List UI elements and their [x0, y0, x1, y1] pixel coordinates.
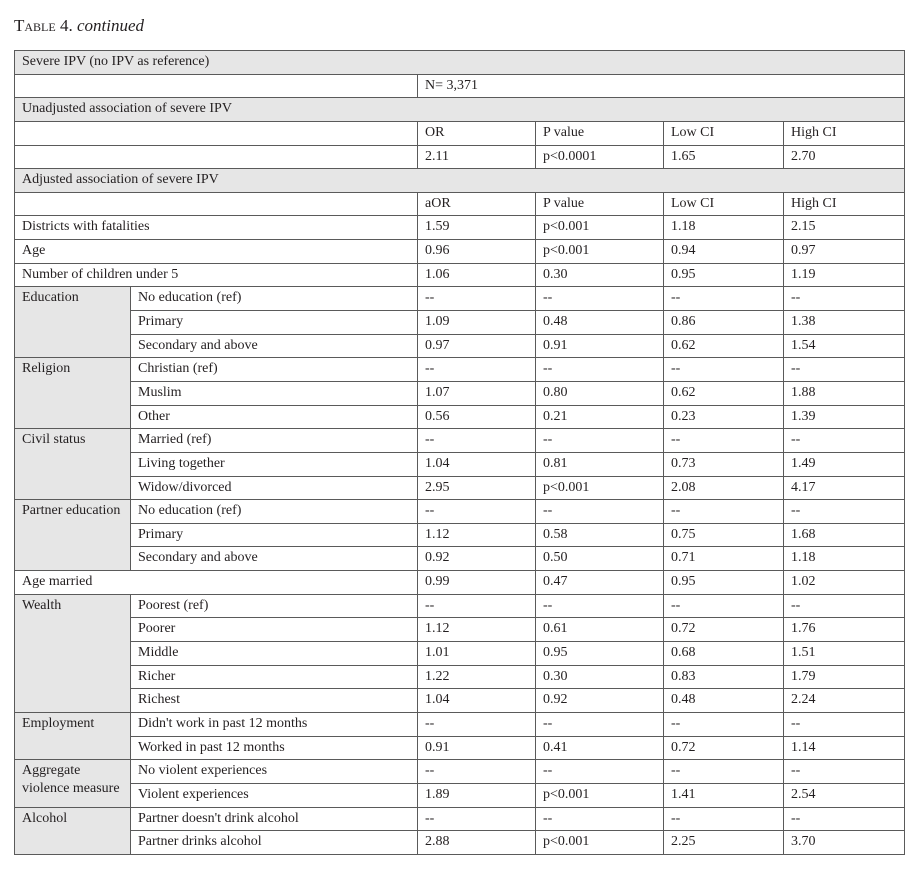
- sub-label: Living together: [131, 452, 418, 476]
- value-cell: 0.86: [664, 311, 784, 335]
- header-cell: aOR: [418, 192, 536, 216]
- value-cell: 1.89: [418, 783, 536, 807]
- sub-label: Widow/divorced: [131, 476, 418, 500]
- sub-label: Didn't work in past 12 months: [131, 712, 418, 736]
- table-row: [15, 594, 905, 618]
- header-empty: [15, 192, 418, 216]
- sub-label: Other: [131, 405, 418, 429]
- value-row: [15, 145, 905, 169]
- table-row: [15, 807, 905, 831]
- value-cell: 0.97: [418, 334, 536, 358]
- value-cell: --: [418, 760, 536, 784]
- value-cell: 1.49: [784, 452, 905, 476]
- value-cell: 1.59: [418, 216, 536, 240]
- value-cell: 0.23: [664, 405, 784, 429]
- table-label: Table 4.: [14, 16, 73, 35]
- section-adjusted: Adjusted association of severe IPV: [15, 169, 905, 193]
- value-cell: 2.25: [664, 831, 784, 855]
- value-cell: --: [784, 760, 905, 784]
- row-label: Districts with fatalities: [15, 216, 418, 240]
- table-row: [15, 240, 905, 264]
- header-cell: High CI: [784, 192, 905, 216]
- value-cell: --: [536, 429, 664, 453]
- value-cell: 1.18: [664, 216, 784, 240]
- results-table: [14, 50, 905, 855]
- value-cell: --: [536, 712, 664, 736]
- sample-size: N= 3,371: [418, 74, 905, 98]
- value-cell: 2.88: [418, 831, 536, 855]
- header-cell: Low CI: [664, 192, 784, 216]
- row-label: Age married: [15, 571, 418, 595]
- table-row: [15, 712, 905, 736]
- value-cell: 2.70: [784, 145, 905, 169]
- table-row: [15, 476, 905, 500]
- value-cell: 0.97: [784, 240, 905, 264]
- value-cell: 0.72: [664, 618, 784, 642]
- value-cell: 0.95: [536, 642, 664, 666]
- value-cell: --: [418, 807, 536, 831]
- value-cell: 1.07: [418, 381, 536, 405]
- group-label: Alcohol: [15, 807, 131, 854]
- value-cell: 0.21: [536, 405, 664, 429]
- value-cell: 0.94: [664, 240, 784, 264]
- header-cell: OR: [418, 121, 536, 145]
- group-label: Education: [15, 287, 131, 358]
- value-cell: 1.02: [784, 571, 905, 595]
- value-cell: 1.14: [784, 736, 905, 760]
- value-cell: 0.30: [536, 665, 664, 689]
- sub-label: Richest: [131, 689, 418, 713]
- value-cell: 0.41: [536, 736, 664, 760]
- value-cell: 1.51: [784, 642, 905, 666]
- value-cell: 1.79: [784, 665, 905, 689]
- value-cell: 1.65: [664, 145, 784, 169]
- value-cell: 4.17: [784, 476, 905, 500]
- results-table-body: [15, 51, 905, 855]
- table-row: [15, 665, 905, 689]
- sub-label: Married (ref): [131, 429, 418, 453]
- value-cell: 1.12: [418, 618, 536, 642]
- table-row: [15, 547, 905, 571]
- header-cell: P value: [536, 192, 664, 216]
- value-cell: --: [664, 594, 784, 618]
- table-row: [15, 689, 905, 713]
- value-cell: p<0.001: [536, 476, 664, 500]
- value-cell: 1.54: [784, 334, 905, 358]
- group-label: Aggregate violence measure: [15, 760, 131, 807]
- value-cell: --: [418, 358, 536, 382]
- group-label: Wealth: [15, 594, 131, 712]
- sub-label: Secondary and above: [131, 334, 418, 358]
- value-cell: 0.95: [664, 571, 784, 595]
- value-cell: --: [536, 500, 664, 524]
- value-cell: 1.88: [784, 381, 905, 405]
- table-row: [15, 429, 905, 453]
- n-row: [15, 74, 905, 98]
- table-row: [15, 500, 905, 524]
- value-cell: 0.71: [664, 547, 784, 571]
- value-cell: --: [536, 358, 664, 382]
- sub-label: Primary: [131, 523, 418, 547]
- value-cell: --: [418, 429, 536, 453]
- table-continued: continued: [76, 16, 145, 35]
- value-cell: 3.70: [784, 831, 905, 855]
- value-empty: [15, 145, 418, 169]
- table-row: [15, 216, 905, 240]
- value-cell: --: [784, 500, 905, 524]
- value-cell: 0.62: [664, 334, 784, 358]
- value-cell: --: [418, 594, 536, 618]
- value-cell: 0.50: [536, 547, 664, 571]
- value-cell: --: [418, 712, 536, 736]
- section-row: [15, 98, 905, 122]
- value-cell: 0.92: [418, 547, 536, 571]
- value-cell: 2.95: [418, 476, 536, 500]
- value-cell: --: [536, 287, 664, 311]
- table-row: [15, 571, 905, 595]
- value-cell: 0.91: [536, 334, 664, 358]
- sub-label: Muslim: [131, 381, 418, 405]
- value-cell: --: [784, 429, 905, 453]
- value-cell: 0.48: [664, 689, 784, 713]
- value-cell: 0.95: [664, 263, 784, 287]
- group-label: Partner education: [15, 500, 131, 571]
- value-cell: 0.62: [664, 381, 784, 405]
- header-row: [15, 192, 905, 216]
- value-cell: 0.48: [536, 311, 664, 335]
- section-row: [15, 169, 905, 193]
- n-row-empty: [15, 74, 418, 98]
- value-cell: 1.18: [784, 547, 905, 571]
- section-severe-ipv: Severe IPV (no IPV as reference): [15, 51, 905, 75]
- sub-label: Richer: [131, 665, 418, 689]
- value-cell: 1.38: [784, 311, 905, 335]
- value-cell: --: [536, 807, 664, 831]
- value-cell: --: [784, 287, 905, 311]
- sub-label: Middle: [131, 642, 418, 666]
- value-cell: 1.22: [418, 665, 536, 689]
- header-cell: Low CI: [664, 121, 784, 145]
- value-cell: 2.11: [418, 145, 536, 169]
- value-cell: 1.19: [784, 263, 905, 287]
- table-row: [15, 831, 905, 855]
- value-cell: 1.76: [784, 618, 905, 642]
- value-cell: 2.15: [784, 216, 905, 240]
- table-row: [15, 334, 905, 358]
- table-row: [15, 642, 905, 666]
- value-cell: 0.75: [664, 523, 784, 547]
- value-cell: --: [664, 500, 784, 524]
- table-row: [15, 760, 905, 784]
- value-cell: --: [418, 500, 536, 524]
- value-cell: --: [536, 760, 664, 784]
- sub-label: Violent experiences: [131, 783, 418, 807]
- table-row: [15, 358, 905, 382]
- header-empty: [15, 121, 418, 145]
- table-row: [15, 618, 905, 642]
- value-cell: --: [664, 712, 784, 736]
- table-row: [15, 381, 905, 405]
- value-cell: 1.41: [664, 783, 784, 807]
- sub-label: Poorest (ref): [131, 594, 418, 618]
- value-cell: 1.04: [418, 452, 536, 476]
- sub-label: No violent experiences: [131, 760, 418, 784]
- value-cell: 0.73: [664, 452, 784, 476]
- value-cell: --: [784, 712, 905, 736]
- value-cell: --: [664, 807, 784, 831]
- value-cell: --: [784, 594, 905, 618]
- table-row: [15, 287, 905, 311]
- group-label: Civil status: [15, 429, 131, 500]
- value-cell: --: [418, 287, 536, 311]
- header-cell: High CI: [784, 121, 905, 145]
- value-cell: 0.96: [418, 240, 536, 264]
- value-cell: 1.09: [418, 311, 536, 335]
- value-cell: 2.54: [784, 783, 905, 807]
- header-row: [15, 121, 905, 145]
- sub-label: No education (ref): [131, 500, 418, 524]
- value-cell: 1.01: [418, 642, 536, 666]
- sub-label: Primary: [131, 311, 418, 335]
- sub-label: Worked in past 12 months: [131, 736, 418, 760]
- value-cell: --: [664, 760, 784, 784]
- value-cell: 1.68: [784, 523, 905, 547]
- value-cell: 2.24: [784, 689, 905, 713]
- section-unadjusted: Unadjusted association of severe IPV: [15, 98, 905, 122]
- value-cell: 0.81: [536, 452, 664, 476]
- value-cell: p<0.001: [536, 831, 664, 855]
- table-row: [15, 311, 905, 335]
- group-label: Employment: [15, 712, 131, 759]
- sub-label: Partner doesn't drink alcohol: [131, 807, 418, 831]
- table-row: [15, 452, 905, 476]
- table-row: [15, 405, 905, 429]
- value-cell: p<0.001: [536, 783, 664, 807]
- value-cell: p<0.001: [536, 216, 664, 240]
- header-cell: P value: [536, 121, 664, 145]
- value-cell: 1.39: [784, 405, 905, 429]
- sub-label: Poorer: [131, 618, 418, 642]
- section-row: [15, 51, 905, 75]
- table-row: [15, 783, 905, 807]
- row-label: Age: [15, 240, 418, 264]
- table-row: [15, 263, 905, 287]
- value-cell: 1.04: [418, 689, 536, 713]
- value-cell: 2.08: [664, 476, 784, 500]
- sub-label: Partner drinks alcohol: [131, 831, 418, 855]
- value-cell: --: [784, 358, 905, 382]
- value-cell: --: [536, 594, 664, 618]
- value-cell: 0.91: [418, 736, 536, 760]
- value-cell: 0.92: [536, 689, 664, 713]
- value-cell: --: [784, 807, 905, 831]
- value-cell: 0.56: [418, 405, 536, 429]
- table-caption: [14, 16, 144, 36]
- value-cell: 0.61: [536, 618, 664, 642]
- value-cell: 0.47: [536, 571, 664, 595]
- table-row: [15, 736, 905, 760]
- table-row: [15, 523, 905, 547]
- value-cell: 0.83: [664, 665, 784, 689]
- value-cell: 1.06: [418, 263, 536, 287]
- value-cell: 0.80: [536, 381, 664, 405]
- row-label: Number of children under 5: [15, 263, 418, 287]
- value-cell: 0.68: [664, 642, 784, 666]
- sub-label: No education (ref): [131, 287, 418, 311]
- value-cell: --: [664, 429, 784, 453]
- sub-label: Christian (ref): [131, 358, 418, 382]
- value-cell: p<0.001: [536, 240, 664, 264]
- sub-label: Secondary and above: [131, 547, 418, 571]
- group-label: Religion: [15, 358, 131, 429]
- value-cell: 0.72: [664, 736, 784, 760]
- value-cell: --: [664, 358, 784, 382]
- value-cell: --: [664, 287, 784, 311]
- value-cell: 0.30: [536, 263, 664, 287]
- value-cell: 1.12: [418, 523, 536, 547]
- value-cell: p<0.0001: [536, 145, 664, 169]
- value-cell: 0.58: [536, 523, 664, 547]
- value-cell: 0.99: [418, 571, 536, 595]
